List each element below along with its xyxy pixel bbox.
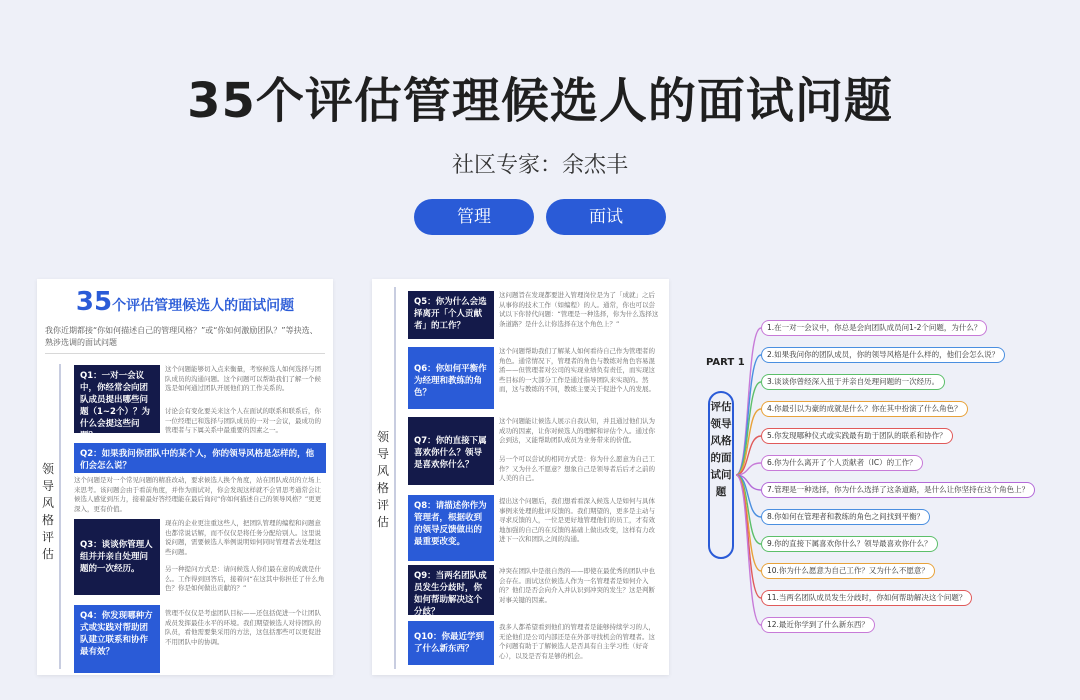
mindmap-part-label: PART 1 (706, 357, 745, 368)
mindmap (706, 279, 1046, 675)
mindmap-item[interactable]: 1.在一对一会议中，你总是会向团队成员问1-2个问题，为什么？ (761, 320, 987, 336)
question-q1: Q1：一对一会议中，你经常会向团队成员提出哪些问题（1~2个）？为什么会提这些问题？ (74, 365, 160, 433)
mindmap-item[interactable]: 6.你为什么离开了个人贡献者（IC）的工作？ (761, 455, 923, 471)
mindmap-item[interactable]: 8.你如何在管理者和教练的角色之间找到平衡？ (761, 509, 930, 525)
answer-q7: 这个问题能让候选人展示自我认知，并且通过他们认为成功的因素，让你对候选人的理解和评估个人。通过你会到达，又能帮助团队成员为业务带来的价值。 (499, 417, 655, 444)
answer-q3-extra: 另一种提问方式是：请问候选人你们最在意的成就是什么。工作得到回答后，接着问“在这其中你担任了什么角色？你是如何做出贡献的？” (165, 565, 325, 592)
question-q3: Q3：谈谈你管理人组并并亲自处理问题的一次经历。 (74, 519, 160, 595)
doc-title: 35个评估管理候选人的面试问题 (75, 287, 295, 317)
mindmap-item[interactable]: 9.你的直接下属喜欢你什么？领导最喜欢你什么？ (761, 536, 938, 552)
mindmap-item[interactable]: 4.你最引以为豪的成就是什么？你在其中扮演了什么角色？ (761, 401, 968, 417)
answer-q7-extra: 另一个可以尝试的相同方式是：你为什么愿意为自己工作？又为什么不愿意？想象自己是领导者后后才之前的人美的自己。 (499, 455, 655, 482)
mindmap-item[interactable]: 11.当两名团队成员发生分歧时，你如何帮助解决这个问题？ (761, 590, 972, 606)
mindmap-item[interactable]: 2.如果我问你的团队成员，你的领导风格是什么样的，他们会怎么说？ (761, 347, 1005, 363)
mindmap-connector (736, 409, 761, 475)
answer-q3: 现在的企业更注重这些人，把团队管理的编程和问题意也都常说话解，而不仅仅是将任务分配给别人。这里说说问题，需要候选人举例说明如何同时管理者去处理这些问题。 (165, 519, 321, 556)
page-title: 35个评估管理候选人的面试问题 (187, 73, 893, 129)
mindmap-item[interactable]: 12.最近你学到了什么新东西？ (761, 617, 875, 633)
question-q2: Q2：如果我问你团队中的某个人，你的领导风格是怎样的，他们会怎么说？ (74, 443, 326, 473)
mindmap-item[interactable]: 7.管理是一种选择，你为什么选择了这条道路，是什么让你坚持在这个角色上？ (761, 482, 1035, 498)
tag-management[interactable]: 管理 (414, 199, 534, 235)
mindmap-item[interactable]: 3.谈谈你曾经深入扭于并亲自处理问题的一次经历。 (761, 374, 945, 390)
answer-q4: 管理不仅仅是考虑团队目标——还包括促进一个让团队成员发挥最佳水平的环境。我们期望候选人对待团队的队员，看他需要集采用的方法，这包括那些可以更促进不用团队中的协调。 (165, 609, 321, 646)
question-q6: Q6：你如何平衡作为经理和教练的角色？ (408, 347, 494, 409)
answer-q6: 这个问题帮助我们了解某人如何看待自己作为管理者的角色。通常情况下，管理者的角色与教练对角色容易混淆——但管理者对公司的实现业绩负有责任，而实现这些目标的一大部分工作是通过指导团队来实现的。然而，这与教练的不同，教练主要关于促进个人的发展。 (499, 347, 655, 393)
document-preview-1[interactable] (37, 279, 333, 675)
answer-q9: 冲突在团队中是很自然的——即使在最优秀的团队中也会存在。面试这位候选人作为一名管理者是如何介入的？他们是否会向介入并认识到冲突的发生？这是判断对事关键的因素。 (499, 567, 655, 604)
answer-q10: 我多人都希望看到他们的管理者是能够持续学习的人，无论他们是公司内部还是在外部寻找机会的管理者。这个问题有助于了解候选人是否具有自主学习性（好奇心），以及是否有足够的机会。 (499, 623, 655, 660)
mindmap-connector (736, 355, 761, 475)
question-q8: Q8：请描述你作为管理者，根据收到的领导反馈做出的最重要改变。 (408, 495, 494, 561)
section-bar (59, 364, 61, 669)
mindmap-item[interactable]: 5.你发现哪种仪式或实践最有助于团队的联系和协作？ (761, 428, 953, 444)
question-q4: Q4：你发现哪种方式或实践对帮助团队建立联系和协作最有效？ (74, 605, 160, 673)
divider (45, 353, 325, 354)
question-q10: Q10：你最近学到了什么新东西？ (408, 621, 494, 665)
mindmap-connector (736, 475, 761, 598)
mindmap-item[interactable]: 10.你为什么愿意为自己工作？又为什么不愿意？ (761, 563, 935, 579)
author-line: 社区专家：余杰丰 (451, 153, 628, 178)
document-preview-2[interactable] (372, 279, 669, 675)
section-label: 领导风格评估 (41, 462, 54, 561)
mindmap-links (706, 279, 1046, 675)
doc-intro: 我你近期都接“你如何描述自己的管理风格？”或“你如何激励团队？”等抉选、熟涉选调的面试问题 (45, 326, 318, 347)
answer-q1: 这个问题能够切入点来衡量，考察候选人如何选择与团队成员的沟通问题。这个问题可以帮助我们了解一个候选是如何通过团队开展他们的工作关系的。 (165, 365, 321, 392)
question-q5: Q5：你为什么会选择离开「个人贡献者」的工作？ (408, 291, 494, 339)
answer-q1-extra: 讨论会有变化要关来这个人在面试的联系和联系后，你一位经理已和选择与团队成员的一对一会议，最成功的管理者与下属关系中最重要的因素之一。 (165, 407, 321, 434)
answer-q5: 这问题旨在发现都要进入管理岗位是为了「成就」之后从事你的技术工作（如编程）的人。通常，你也可以尝试以下你替代问题：“管理是一种选择，你为什么选择这条道路？是什么让你选择在这个角色上？” (499, 291, 659, 328)
question-q7: Q7：你的直接下属喜欢你什么？领导是喜欢你什么？ (408, 417, 494, 485)
answer-q2: 这个问题是对一个常见问题的精准改动，要求候选人换个角度，站在团队成员的立场上来思考。该问题会由于看前角度，并作为面试对，你会发现这样就不会冒思考通常会让候选人感觉到压力，接着最好答经理能在最后询问“你如何描述自己的领导风格？”更更深入，更有价值。 (74, 476, 322, 513)
tag-interview[interactable]: 面试 (546, 199, 666, 235)
section-bar (394, 287, 396, 669)
mindmap-root: 评估领导风格的面试问题 (708, 391, 734, 559)
question-q9: Q9：当两名团队成员发生分歧时，你如何帮助解决这个分歧？ (408, 565, 494, 615)
section-label: 领导风格评估 (376, 430, 389, 529)
answer-q8: 提出这个问题后，我们想看看深入候选人是如何与具体事例来处理的批评反馈的。我们期望的，更多是主动与寻求反馈的人，一位是更好地管理他们的员工，才有效地加强的自己的在反馈的基础上做出改变，这样有力改进下一次和团队之间的沟通。 (499, 497, 655, 543)
